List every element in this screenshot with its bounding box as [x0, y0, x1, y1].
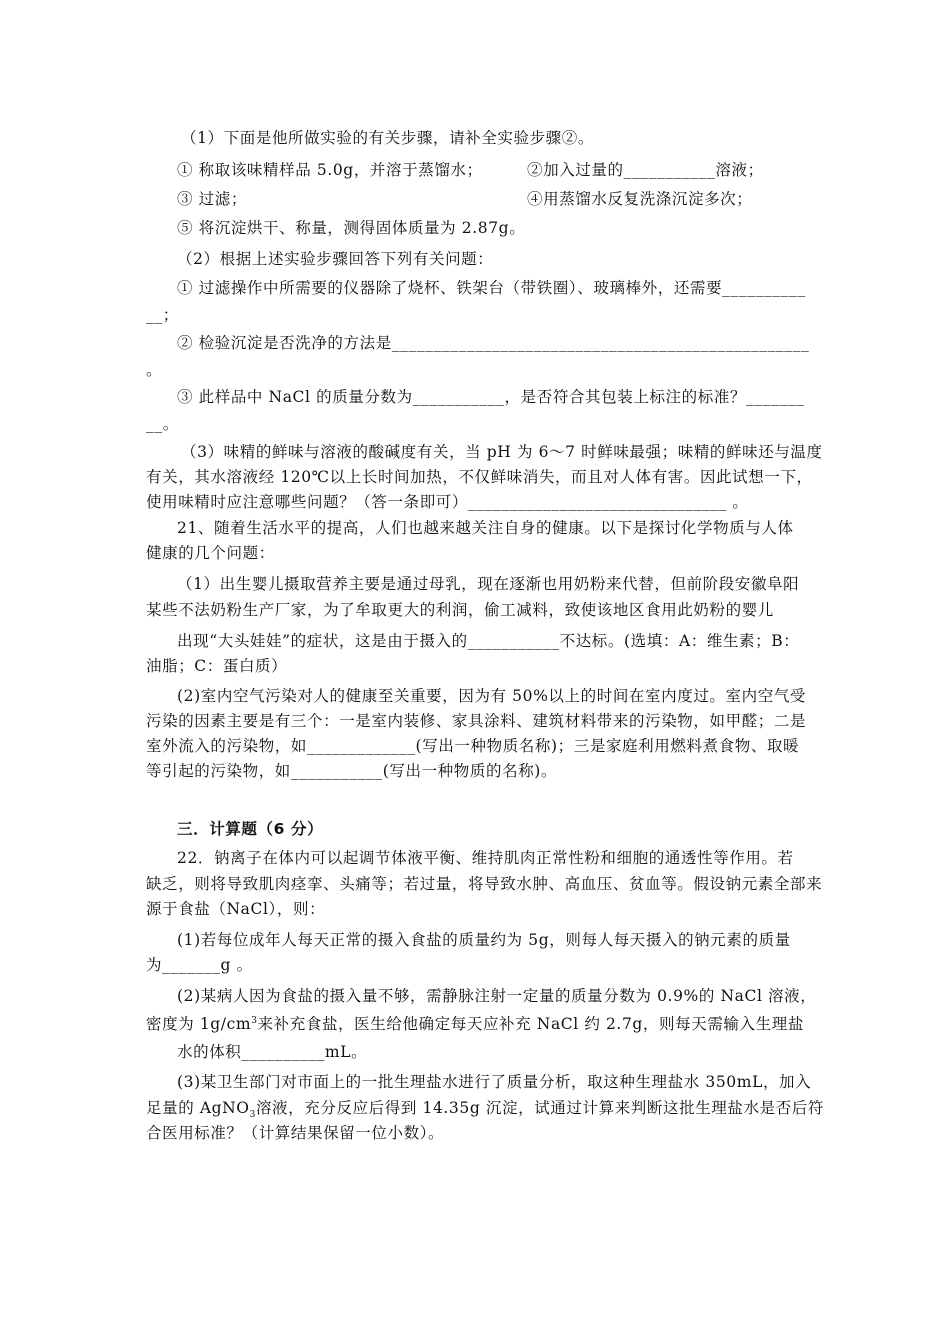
q22-part2-line2: [146, 1010, 804, 1035]
q22-part3-line2-b: 溶液，充分反应后得到 14.35g 沉淀，试通过计算来判断这批生理盐水是否后符: [255, 1099, 825, 1117]
q22-part3-line3: 合医用标准？（计算结果保留一位小数）。: [146, 1124, 445, 1142]
q21-part1-line4: 油脂；C：蛋白质）: [146, 657, 288, 675]
cubic-superscript: 3: [251, 1016, 258, 1026]
q22-intro-line1: 22．钠离子在体内可以起调节体液平衡、维持肌肉正常性粉和细胞的通透性等作用。若: [177, 849, 794, 867]
q20-step4: ④用蒸馏水反复洗涤沉淀多次；: [527, 190, 753, 208]
q20-2-2-line1: ② 检验沉淀是否洗净的方法是__________________________________________________: [177, 334, 810, 352]
q21-part2-line1: (2)室内空气污染对人的健康至关重要，因为有 50%以上的时间在室内度过。室内空气受: [177, 687, 807, 705]
q22-intro-line2: 缺乏，则将导致肌肉痉挛、头痛等；若过量，将导致水肿、高血压、贫血等。假设钠元素全部来: [146, 875, 823, 893]
q22-part2-line3: 水的体积__________mL。: [177, 1043, 368, 1061]
q22-part2-line2-b: 来补充食盐，医生给他确定每天应补充 NaCl 约 2.7g，则每天需输入生理盐: [257, 1015, 804, 1034]
q21-part2-line4: 等引起的污染物，如___________(写出一种物质的名称)。: [146, 762, 558, 780]
q20-part2-intro: （2）根据上述实验步骤回答下列有关问题：: [177, 250, 494, 268]
q21-intro-line1: 21、随着生活水平的提高，人们也越来越关注自身的健康。以下是探讨化学物质与人体: [177, 519, 794, 537]
q20-2-2-line2: 。: [146, 361, 163, 379]
q21-part1-line1: （1）出生婴儿摄取营养主要是通过母乳，现在逐渐也用奶粉来代替，但前阶段安徽阜阳: [177, 575, 800, 593]
q20-2-1-line1: ① 过滤操作中所需要的仪器除了烧杯、铁架台（带铁圈）、玻璃棒外，还需要__________: [177, 279, 806, 297]
q21-intro-line2: 健康的几个问题：: [146, 544, 275, 562]
q20-part3-line2: 有关，其水溶液经 120℃以上长时间加热，不仅鲜味消失，而且对人体有害。因此试想一下，: [146, 468, 813, 486]
q20-2-3-line1: ③ 此样品中 NaCl 的质量分数为___________，是否符合其包装上标注的标准？_______: [177, 388, 805, 406]
q22-part3-line2-a: 足量的 AgNO: [146, 1099, 250, 1117]
q21-part2-line2: 污染的因素主要是有三个：一是室内装修、家具涂料、建筑材料带来的污染物，如甲醛；二是: [146, 712, 807, 730]
q21-part2-line3: 室外流入的污染物，如_____________(写出一种物质名称)；三是家庭利用燃料煮食物、取暖: [146, 737, 800, 755]
q20-part1-intro: （1）下面是他所做实验的有关步骤，请补全实验步骤②。: [181, 129, 594, 147]
q22-part2-line1: (2)某病人因为食盐的摄入量不够，需静脉注射一定量的质量分数为 0.9%的 NaCl 溶液，: [177, 987, 817, 1005]
q20-part3-line3: 使用味精时应注意哪些问题？（答一条即可）_______________________________ 。: [146, 493, 749, 511]
nitrate-subscript: 3: [249, 1110, 256, 1121]
q20-2-1-line2: __；: [146, 306, 179, 324]
q22-part1-line1: (1)若每位成年人每天正常的摄入食盐的质量约为 5g，则每人每天摄入的钠元素的质量: [177, 931, 791, 949]
q22-part3-line1: (3)某卫生部门对市面上的一批生理盐水进行了质量分析，取这种生理盐水 350mL，加入: [177, 1073, 812, 1091]
q21-part1-line2: 某些不法奶粉生产厂家，为了牟取更大的利润，偷工减料，致使该地区食用此奶粉的婴儿: [146, 601, 774, 619]
section-3-heading: 三．计算题（6 分）: [177, 820, 324, 838]
q20-2-3-line2: __。: [146, 415, 179, 433]
q22-part1-line2: 为_______g 。: [146, 956, 253, 974]
q20-step1: ① 称取该味精样品 5.0g，并溶于蒸馏水；: [177, 161, 483, 179]
q20-step3: ③ 过滤；: [177, 190, 247, 208]
q20-step5: ⑤ 将沉淀烘干、称量，测得固体质量为 2.87g。: [177, 219, 526, 237]
q22-part2-line2-a: 密度为 1g/cm: [146, 1015, 252, 1034]
q21-part1-line3: 出现“大头娃娃”的症状，这是由于摄入的___________不达标。(选填：A：维生素；B：: [177, 632, 800, 650]
q20-step2: ②加入过量的___________溶液；: [527, 161, 764, 179]
q20-part3-line1: （3）味精的鲜味与溶液的酸碱度有关，当 pH 为 6～7 时鲜味最强；味精的鲜味还与温度: [181, 443, 823, 461]
q22-intro-line3: 源于食盐（NaCl），则：: [146, 900, 326, 918]
